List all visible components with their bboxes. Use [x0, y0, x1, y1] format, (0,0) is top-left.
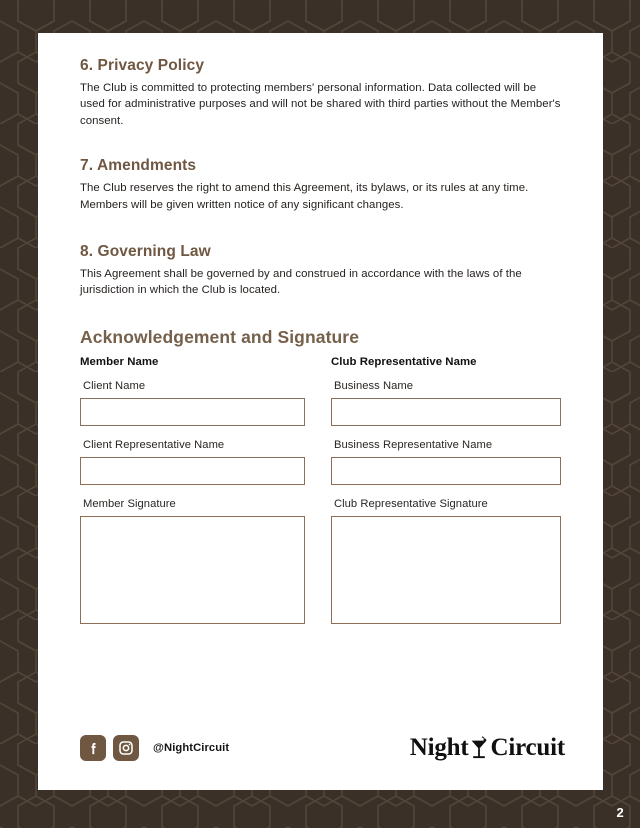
- martini-glass-icon: [469, 735, 489, 761]
- section-amendments: [80, 157, 561, 213]
- signature-form: [80, 356, 561, 637]
- section-governing-law: [80, 243, 561, 299]
- business-representative-name-input[interactable]: [331, 457, 561, 485]
- section-heading: 6. Privacy Policy: [80, 57, 205, 74]
- member-signature-input[interactable]: [80, 516, 305, 624]
- field-label: Client Representative Name: [83, 438, 225, 451]
- client-name-input[interactable]: [80, 398, 305, 426]
- field-client-representative-name: [80, 439, 305, 485]
- column-heading-club-representative: Club Representative Name: [331, 355, 477, 368]
- member-column: [80, 356, 305, 637]
- section-body: This Agreement shall be governed by and construed in accordance with the laws of the jurisdiction in which the Club is located.: [80, 268, 522, 297]
- field-label: Client Name: [83, 379, 146, 392]
- brand-word-two: Circuit: [490, 734, 565, 761]
- section-body: The Club is committed to protecting members' personal information. Data collected will be used for administrative purposes and will not be shared with third parties without the Member's consent.: [80, 82, 561, 127]
- business-name-input[interactable]: [331, 398, 561, 426]
- field-club-representative-signature: [331, 498, 561, 624]
- section-heading: 8. Governing Law: [80, 243, 211, 261]
- field-business-name: [331, 380, 561, 426]
- brand-word-one: Night: [409, 734, 469, 761]
- page-footer: [80, 734, 565, 762]
- brand-logo: [410, 734, 565, 762]
- section-heading: 7. Amendments: [80, 157, 197, 175]
- section-privacy-policy: [80, 57, 561, 129]
- field-label: Member Signature: [83, 497, 176, 510]
- field-client-name: [80, 380, 305, 426]
- page-number: 2: [616, 805, 624, 820]
- club-representative-column: [331, 356, 561, 637]
- field-business-representative-name: [331, 439, 561, 485]
- section-body: The Club reserves the right to amend this Agreement, its bylaws, or its rules at any time. Members will be given written notice of any significant changes.: [80, 182, 529, 211]
- club-representative-signature-input[interactable]: [331, 516, 561, 624]
- social-links: [80, 735, 229, 761]
- field-label: Club Representative Signature: [334, 497, 488, 510]
- field-member-signature: [80, 498, 305, 624]
- field-label: Business Representative Name: [334, 438, 493, 451]
- document-page: [38, 33, 603, 790]
- acknowledgement-heading: Acknowledgement and Signature: [80, 326, 360, 347]
- column-heading-member: Member Name: [80, 355, 159, 368]
- social-handle: @NightCircuit: [153, 742, 230, 754]
- client-representative-name-input[interactable]: [80, 457, 305, 485]
- facebook-icon[interactable]: [80, 735, 106, 761]
- instagram-icon[interactable]: [113, 735, 139, 761]
- field-label: Business Name: [334, 379, 413, 392]
